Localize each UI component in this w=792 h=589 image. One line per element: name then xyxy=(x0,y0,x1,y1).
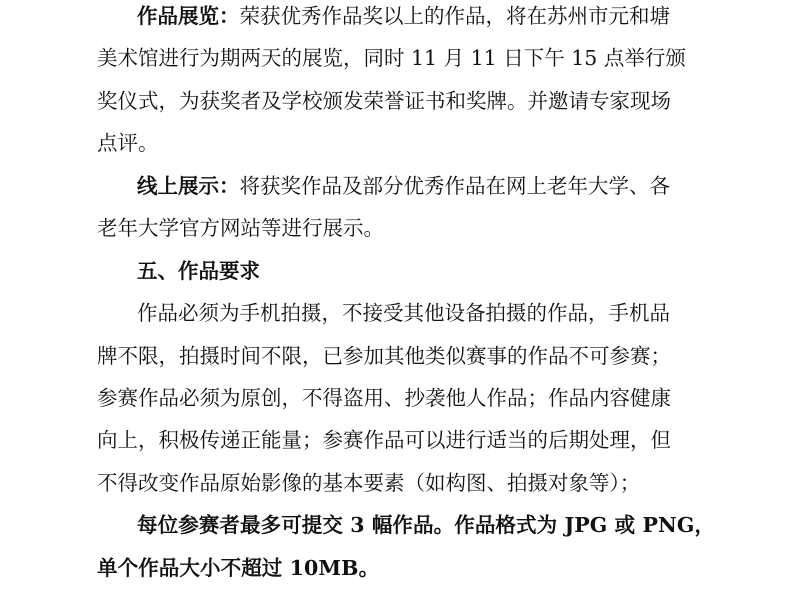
exhibition-line-1 xyxy=(137,3,670,29)
requirements-line-1: 作品必须为手机拍摄，不接受其他设备拍摄的作品，手机品 xyxy=(137,301,670,325)
online-text-1: 将获奖作品及部分优秀作品在网上老年大学、各 xyxy=(239,174,670,198)
online-label: 线上展示： xyxy=(137,174,240,198)
requirements-line-2: 牌不限，拍摄时间不限，已参加其他类似赛事的作品不可参赛； xyxy=(97,344,671,368)
section-heading: 五、作品要求 xyxy=(137,259,260,283)
requirements-line-4: 向上，积极传递正能量；参赛作品可以进行适当的后期处理，但 xyxy=(97,428,671,452)
online-line-2: 老年大学官方网站等进行展示。 xyxy=(97,216,384,240)
requirements-line-5: 不得改变作品原始影像的基本要素（如构图、拍摄对象等）； xyxy=(97,471,641,495)
requirements-line-3: 参赛作品必须为原创，不得盗用、抄袭他人作品；作品内容健康 xyxy=(97,386,671,410)
online-line-1 xyxy=(137,173,670,199)
exhibition-line-4: 点评。 xyxy=(97,131,159,155)
exhibition-line-3: 奖仪式，为获奖者及学校颁发荣誉证书和奖牌。并邀请专家现场 xyxy=(97,89,671,113)
submission-rule-line-2: 单个作品大小不超过 10MB。 xyxy=(97,556,380,580)
submission-rule-line-1: 每位参赛者最多可提交 3 幅作品。作品格式为 JPG 或 PNG， xyxy=(137,513,716,537)
exhibition-text-1: 荣获优秀作品奖以上的作品，将在苏州市元和塘 xyxy=(239,4,670,28)
exhibition-line-2: 美术馆进行为期两天的展览，同时 11 月 11 日下午 15 点举行颁 xyxy=(97,46,686,70)
exhibition-label: 作品展览： xyxy=(137,4,240,28)
